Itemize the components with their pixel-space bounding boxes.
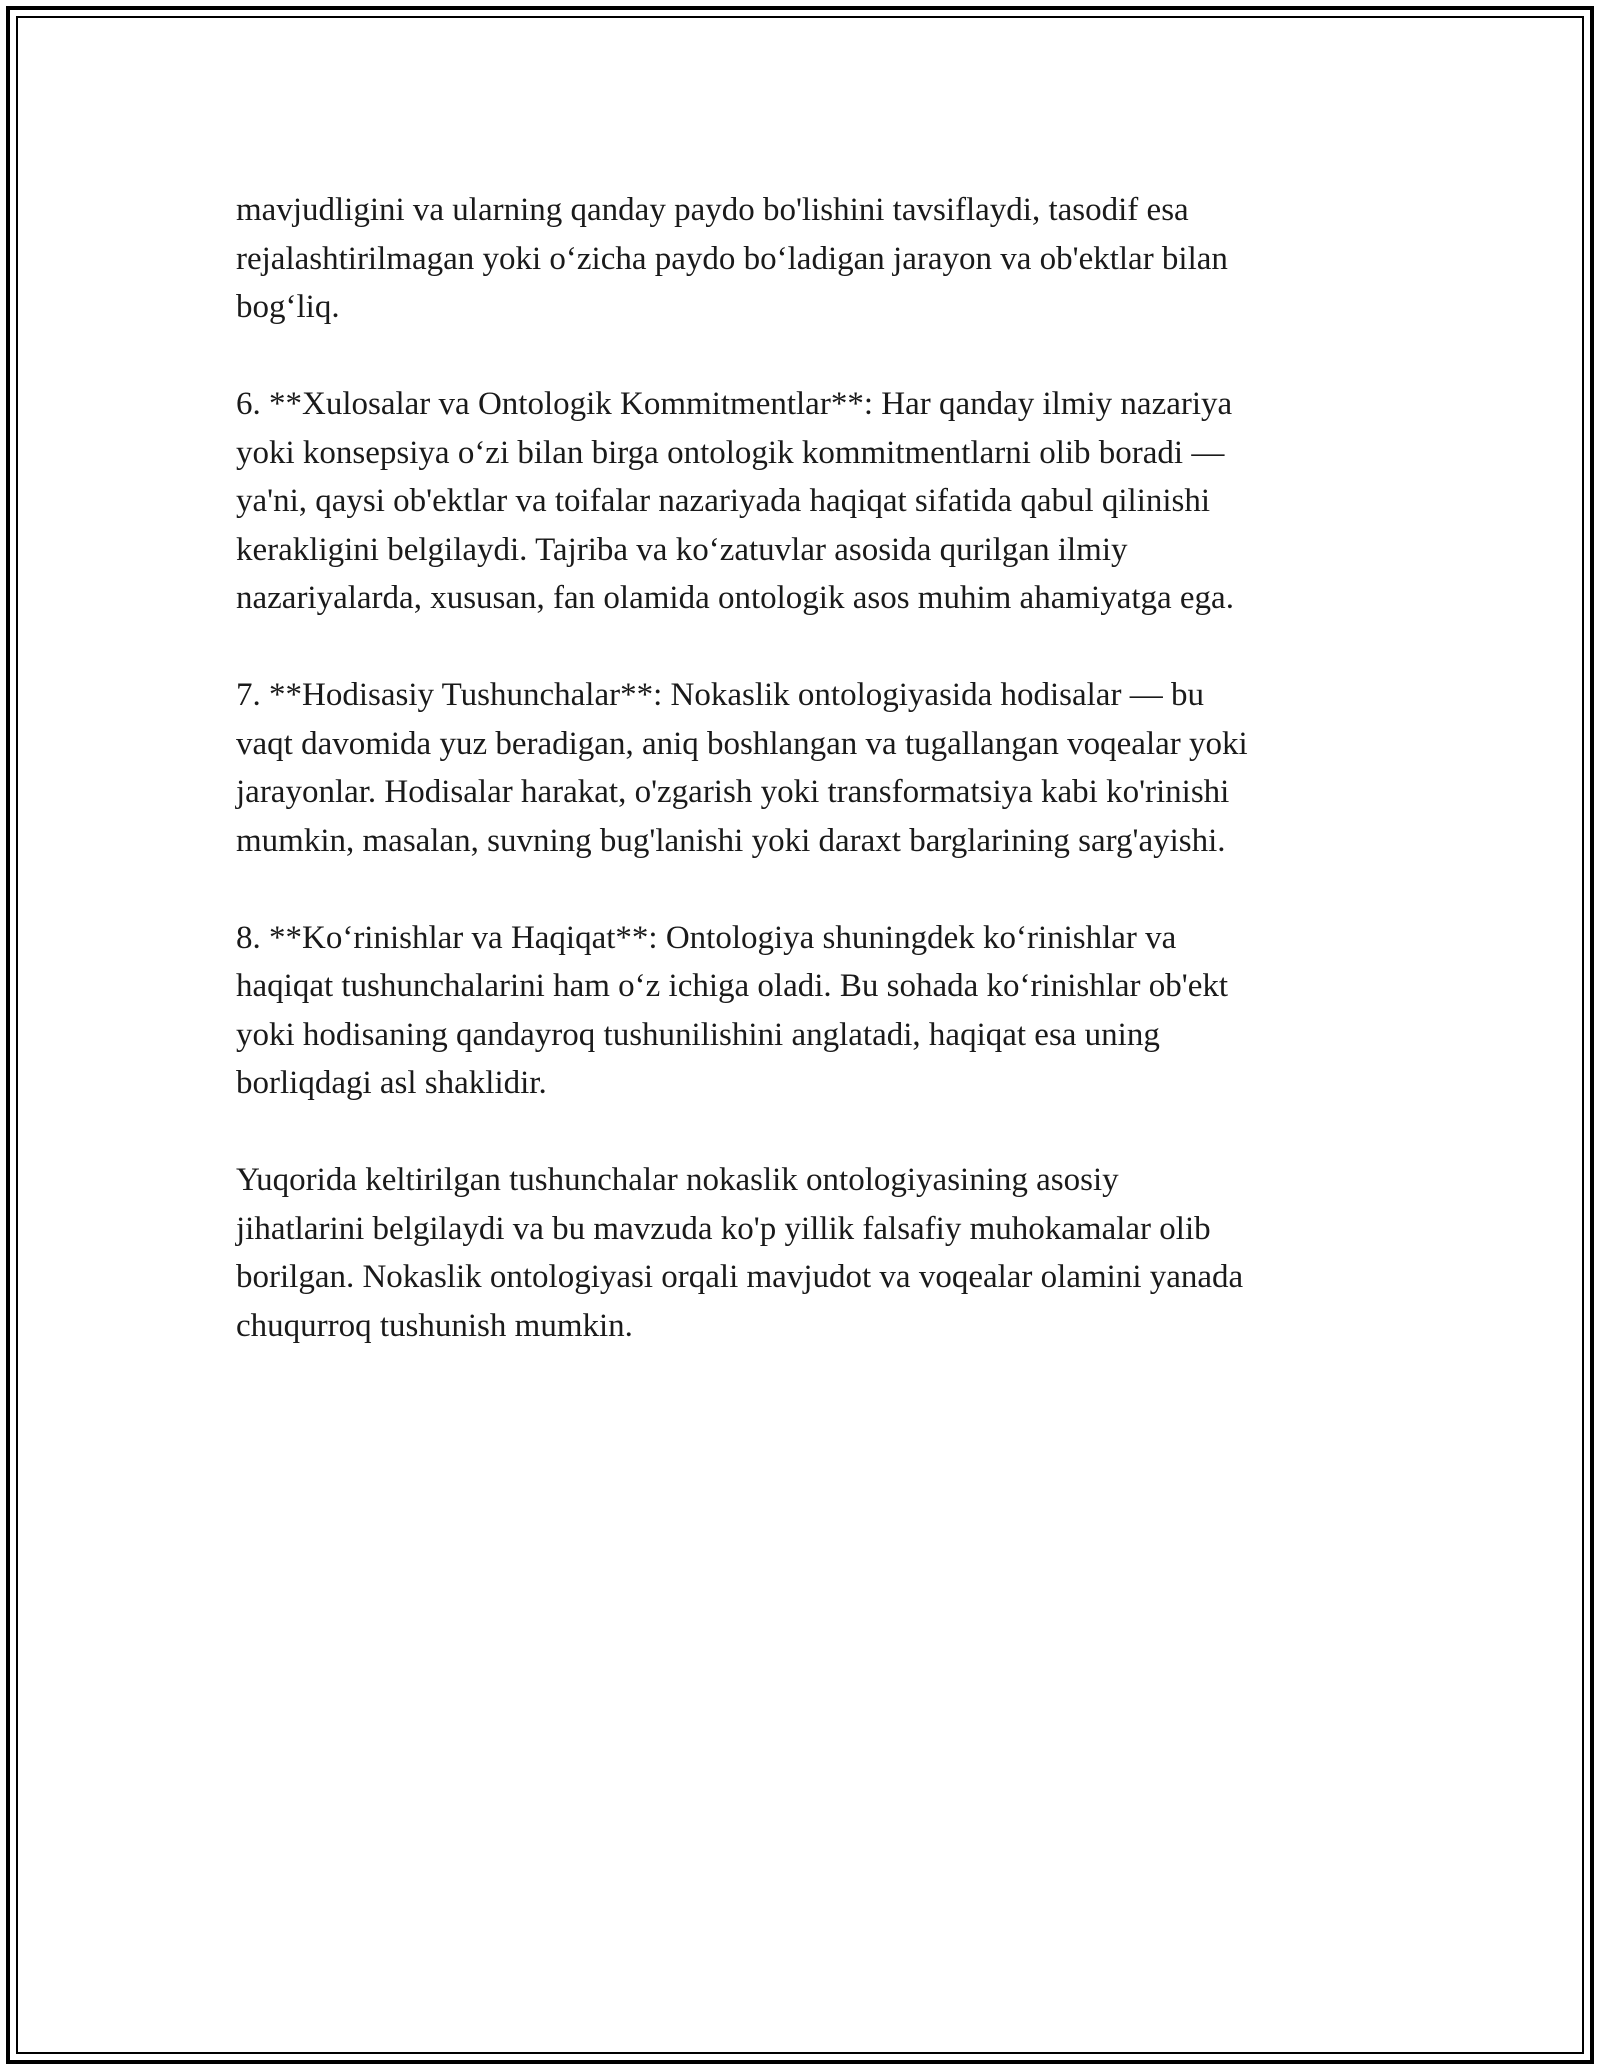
document-body [236, 186, 1376, 1399]
paragraph-continuation: mavjudligini va ularning qanday paydo bo'lishini tavsiflaydi, tasodif esa rejalashtirilmagan yoki o‘zicha paydo bo‘ladigan jarayon va ob'ektlar bilan bog‘liq. [236, 192, 1228, 325]
paragraph-conclusion: Yuqorida keltirilgan tushunchalar nokaslik ontologiyasining asosiy jihatlarini belgilaydi va bu mavzuda ko'p yillik falsafiy muhokamalar olib borilgan. Nokaslik ontologiyasi orqali mavjudot va voqealar olamini yanada chuqurroq tushunish mumkin. [236, 1162, 1244, 1344]
paragraph-item-7: 7. **Hodisasiy Tushunchalar**: Nokaslik ontologiyasida hodisalar — bu vaqt davomida yuz beradigan, aniq boshlangan va tugallangan voqealar yoki jarayonlar. Hodisalar harakat, o'zgarish yoki transformatsiya kabi ko'rinishi mumkin, masalan, suvning bug'lanishi yoki daraxt barglarining sarg'ayishi. [236, 677, 1248, 859]
paragraph-item-8: 8. **Ko‘rinishlar va Haqiqat**: Ontologiya shuningdek ko‘rinishlar va haqiqat tushunchalarini ham o‘z ichiga oladi. Bu sohada ko‘rinishlar ob'ekt yoki hodisaning qandayroq tushunilishini anglatadi, haqiqat esa uning borliqdagi asl shaklidir. [236, 919, 1229, 1101]
paragraph-item-6: 6. **Xulosalar va Ontologik Kommitmentlar**: Har qanday ilmiy nazariya yoki konsepsiya o‘zi bilan birga ontologik kommitmentlarni olib boradi — ya'ni, qaysi ob'ektlar va toifalar nazariyada haqiqat sifatida qabul qilinishi kerakligini belgilaydi. Tajriba va ko‘zatuvlar asosida qurilgan ilmiy nazariyalarda, xususan, fan olamida ontologik asos muhim ahamiyatga ega. [236, 386, 1234, 616]
